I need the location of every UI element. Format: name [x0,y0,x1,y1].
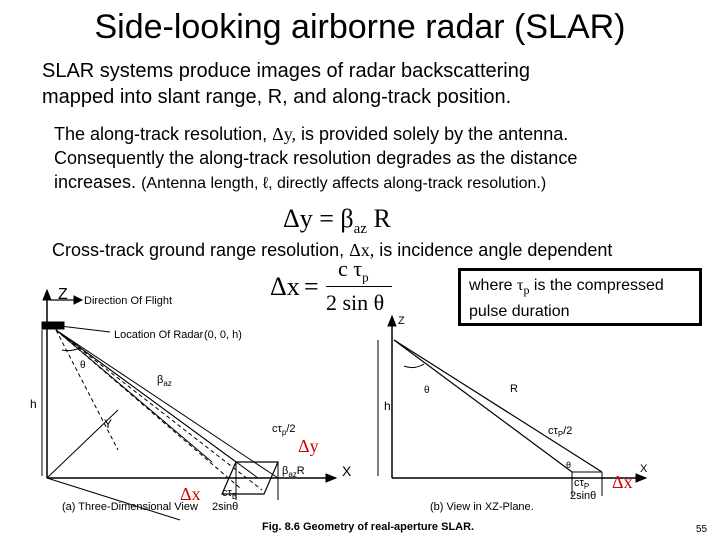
right-ctp-label: $c\tau_P/2$ [548,425,573,439]
slant-line-far [394,340,602,472]
direction-label: Direction Of Flight [84,295,173,307]
beam-line-5 [56,330,212,462]
right-ctp2-label: $c\tau_P$ [574,477,590,491]
left-ctb-label: $c\tau_B$ [222,487,238,501]
note-line-2: pulse duration [469,303,570,321]
coords-label: (0, 0, h) [204,329,242,341]
eq1-beta: β [340,204,354,233]
intro-line-2: mapped into slant range, R, and along-track position. [42,86,512,108]
left-caption: (a) Three-Dimensional View [62,501,198,513]
left-ground-edge [47,478,180,520]
along-line-3-b: (Antenna length, ℓ, directly affects along-track resolution.) [141,175,547,192]
left-sin-label: 2sinθ [212,501,239,513]
left-y-label: Y [104,417,113,431]
left-z-arrow [43,290,51,300]
delta-x-symbol: Δx, [349,240,375,260]
right-h-label: h [384,399,391,413]
left-h-label: h [30,397,37,411]
eq1-r: R [373,204,391,233]
right-theta-label: θ [424,385,430,396]
delta-y-symbol: Δy, [272,124,297,144]
eq1-beta-sub: az [353,221,367,238]
along-line-2: Consequently the along-track resolution degrades as the distance [54,148,578,168]
delta-x-label-right: Δx [612,472,633,492]
delta-x-label-left: Δx [180,484,201,504]
note-line-1: where $\tau_p$ is the compressed [469,277,664,298]
right-labels [384,315,648,513]
eq1-equals: = [319,204,334,233]
right-theta2-label: θ [566,460,572,470]
beam-line-2 [56,330,278,478]
location-label: Location Of Radar [114,329,204,341]
left-baz-label: $\beta_{az}R$ [282,465,305,479]
nadir-line [56,330,118,450]
right-r-label: R [510,383,518,395]
radar-pointer [60,326,110,332]
left-ctp-label: $c\tau_p/2$ [272,423,296,437]
right-caption: (b) View in XZ-Plane. [430,501,534,513]
eq2-denominator: 2 sin θ [326,290,385,315]
eq2-numerator: c $\tau_p$ [338,256,369,285]
along-line-1-b: is provided solely by the antenna. [301,124,569,144]
right-z-label: Z [398,315,405,327]
left-z-label: Z [58,286,68,303]
beam-line-4 [56,330,262,490]
delta-y-label: Δy [298,436,319,456]
right-x-label: X [640,463,648,475]
cross-b: is incidence angle dependent [379,240,613,260]
left-theta-label: θ [80,360,86,371]
along-line-3-a: increases. [54,172,137,192]
slant-line-near [394,340,572,472]
right-sin-label: 2sinθ [570,490,597,502]
intro-line-1: SLAR systems produce images of radar backscattering [42,60,530,82]
slide-title: Side-looking airborne radar (SLAR) [94,8,626,46]
along-line-1-a: The along-track resolution, [54,124,268,144]
left-x-label: X [342,463,352,479]
right-xz-view [378,316,646,496]
radar-antenna [42,322,64,329]
eq2-equals: = [304,272,319,301]
left-labels [30,286,352,513]
beam-line-6 [56,330,236,462]
eq1-lhs: Δy [283,204,313,233]
cross-a: Cross-track ground range resolution, [52,240,345,260]
page-number: 55 [696,524,708,535]
figure-caption: Fig. 8.6 Geometry of real-aperture SLAR. [262,521,475,533]
eq2-lhs: Δx [270,272,300,301]
left-beta-label: $\beta_{az}$ [157,374,172,388]
